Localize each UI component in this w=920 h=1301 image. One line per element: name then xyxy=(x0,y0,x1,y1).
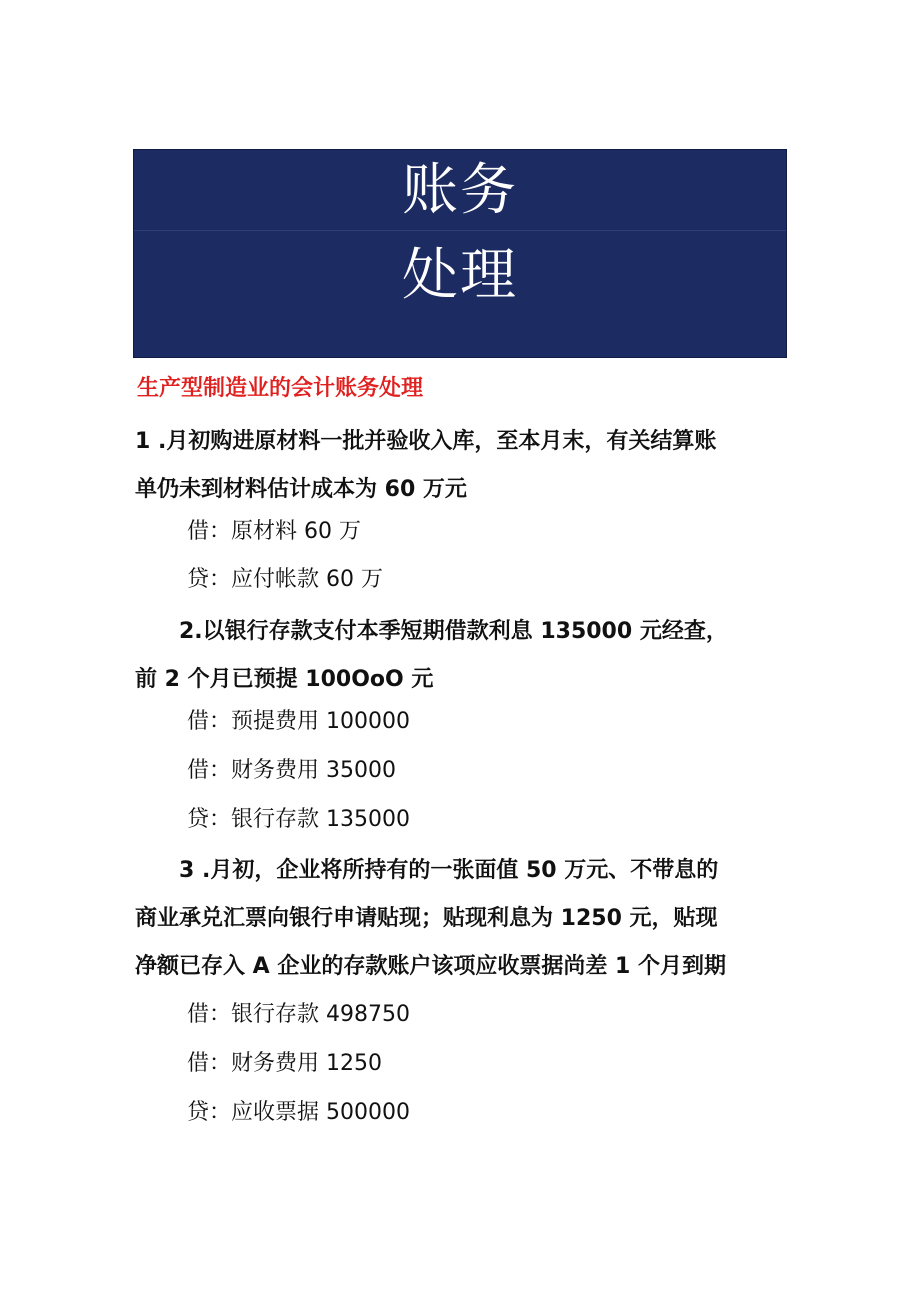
item-3-line-3: 净额已存入 A 企业的存款账户该项应收票据尚差 1 个月到期 xyxy=(135,954,726,979)
item-3-line-1: 3 .月初，企业将所持有的一张面值 50 万元、不带息的 xyxy=(135,858,719,883)
item-3-entry-2: 借：财务费用 1250 xyxy=(187,1051,382,1076)
item-1-entry-1: 借：原材料 60 万 xyxy=(187,519,361,544)
banner-title-line2: 处理 xyxy=(402,243,518,308)
section-subtitle: 生产型制造业的会计账务处理 xyxy=(137,376,424,401)
item-1-line-1: 1 .月初购进原材料一批并验收入库，至本月末，有关结算账 xyxy=(135,429,717,454)
item-3-line-2: 商业承兑汇票向银行申请贴现；贴现利息为 1250 元，贴现 xyxy=(135,906,718,931)
item-3-entry-1: 借：银行存款 498750 xyxy=(187,1002,410,1027)
item-1-entry-2: 贷：应付帐款 60 万 xyxy=(187,567,383,592)
item-2-entry-3: 贷：银行存款 135000 xyxy=(187,807,410,832)
item-1-question xyxy=(135,418,790,514)
item-2-entry-1: 借：预提费用 100000 xyxy=(187,709,410,734)
banner-title-line1: 账务 xyxy=(402,158,518,223)
item-1-line-2: 单仍未到材料估计成本为 60 万元 xyxy=(135,477,467,502)
item-3-question xyxy=(135,847,790,991)
banner-divider xyxy=(134,230,786,231)
item-2-line-2: 前 2 个月已预提 100OoO 元 xyxy=(135,667,434,692)
item-3-entry-3: 贷：应收票据 500000 xyxy=(187,1100,410,1125)
item-2-question xyxy=(135,608,790,704)
item-2-line-1: 2.以银行存款支付本季短期借款利息 135000 元经查， xyxy=(135,619,728,644)
item-2-entry-2: 借：财务费用 35000 xyxy=(187,758,396,783)
